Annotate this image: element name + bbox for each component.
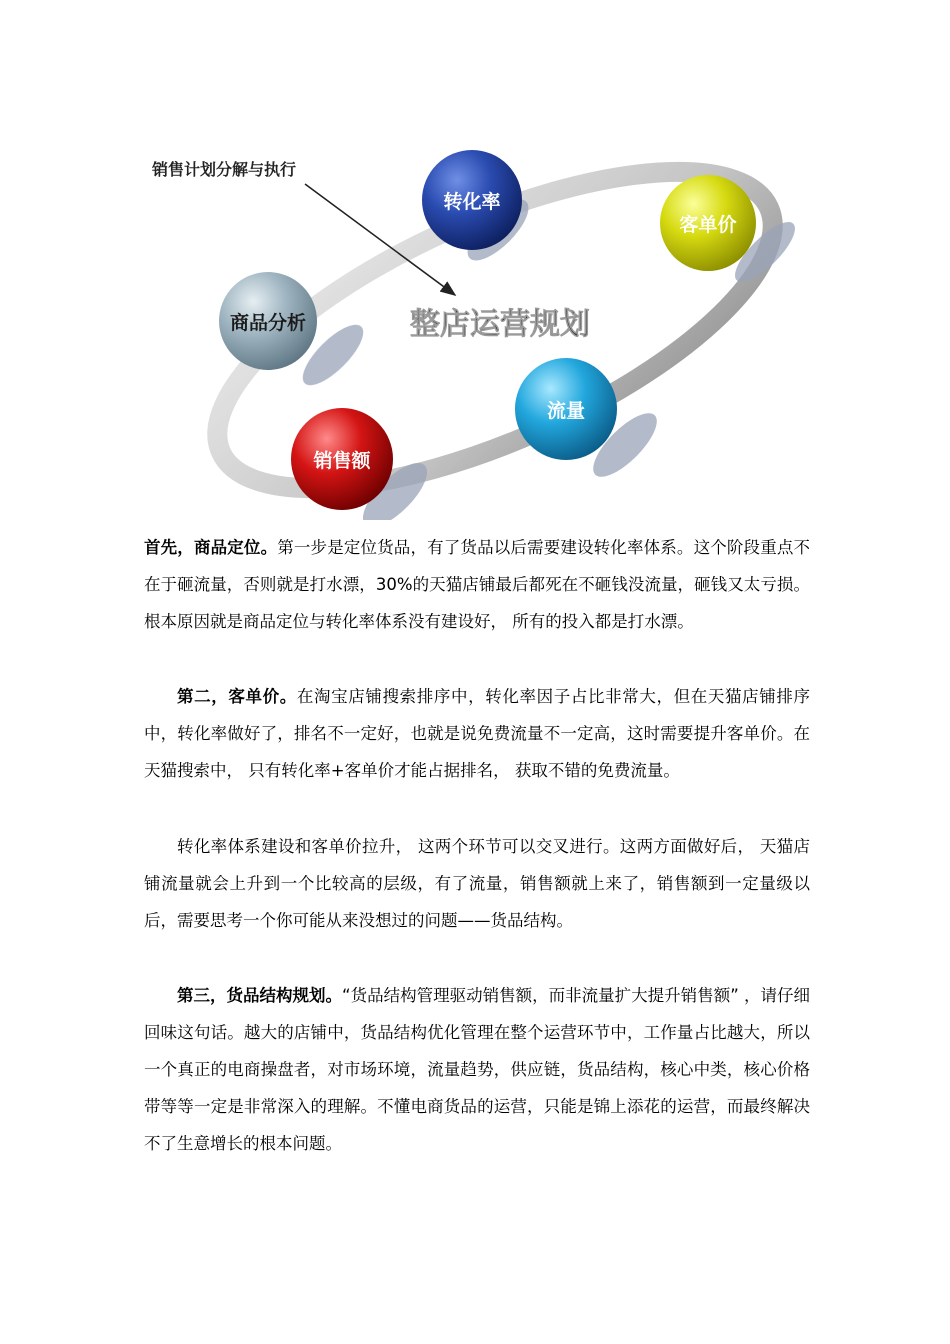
paragraph-body: “货品结构管理驱动销售额，而非流量扩大提升销售额” ，请仔细回味这句话。越大的店铺中，货品结构优化管理在整个运营环节中，工作量占比越大，所以一个真正的电商操盘者，对市场环境，流量趋势，供应链，货品结构，核心中类，核心价格带等等一定是非常深入的理解。不懂电商货品的运营，只能是锦上添花的运营，而最终解决不了生意增长的根本问题。 bbox=[144, 986, 811, 1153]
node-traffic bbox=[515, 358, 617, 460]
node-traffic-label: 流量 bbox=[546, 400, 586, 422]
node-sales bbox=[291, 408, 393, 510]
node-aov-label: 客单价 bbox=[679, 214, 737, 236]
node-product-analysis bbox=[219, 272, 317, 370]
paragraph-product-structure bbox=[144, 977, 810, 1162]
callout-label: 销售计划分解与执行 bbox=[152, 160, 297, 179]
node-conversion-label: 转化率 bbox=[443, 191, 501, 213]
node-product-analysis-label: 商品分析 bbox=[229, 312, 307, 334]
paragraph-lead: 第三，货品结构规划。 bbox=[177, 986, 343, 1005]
operations-planning-diagram bbox=[0, 0, 950, 520]
paragraph-average-order-value bbox=[144, 678, 810, 789]
paragraph-product-positioning bbox=[144, 529, 810, 640]
paragraph-lead: 第二，客单价。 bbox=[177, 687, 297, 706]
paragraph-traffic-sales bbox=[144, 828, 810, 939]
paragraph-body: 第一步是定位货品，有了货品以后需要建设转化率体系。这个阶段重点不在于砸流量，否则就是打水漂，30%的天猫店铺最后都死在不砸钱没流量，砸钱又太亏损。根本原因就是商品定位与转化率体系没有建设好， 所有的投入都是打水漂。 bbox=[144, 538, 811, 631]
paragraph-lead: 首先，商品定位。 bbox=[144, 538, 278, 557]
node-conversion-rate bbox=[422, 150, 522, 250]
paragraph-body: 在淘宝店铺搜索排序中，转化率因子占比非常大，但在天猫店铺排序中，转化率做好了，排名不一定好，也就是说免费流量不一定高，这时需要提升客单价。在天猫搜索中， 只有转化率+客单价才能占据排名， 获取不错的免费流量。 bbox=[144, 687, 810, 780]
node-sales-label: 销售额 bbox=[313, 450, 371, 472]
paragraph-body: 转化率体系建设和客单价拉升， 这两个环节可以交叉进行。这两方面做好后， 天猫店铺流量就会上升到一个比较高的层级，有了流量，销售额就上来了，销售额到一定量级以后，需要思考一个你可能从来没想过的问题——货品结构。 bbox=[144, 837, 810, 930]
center-title: 整店运营规划 bbox=[410, 307, 590, 342]
node-average-order-value bbox=[660, 175, 756, 271]
